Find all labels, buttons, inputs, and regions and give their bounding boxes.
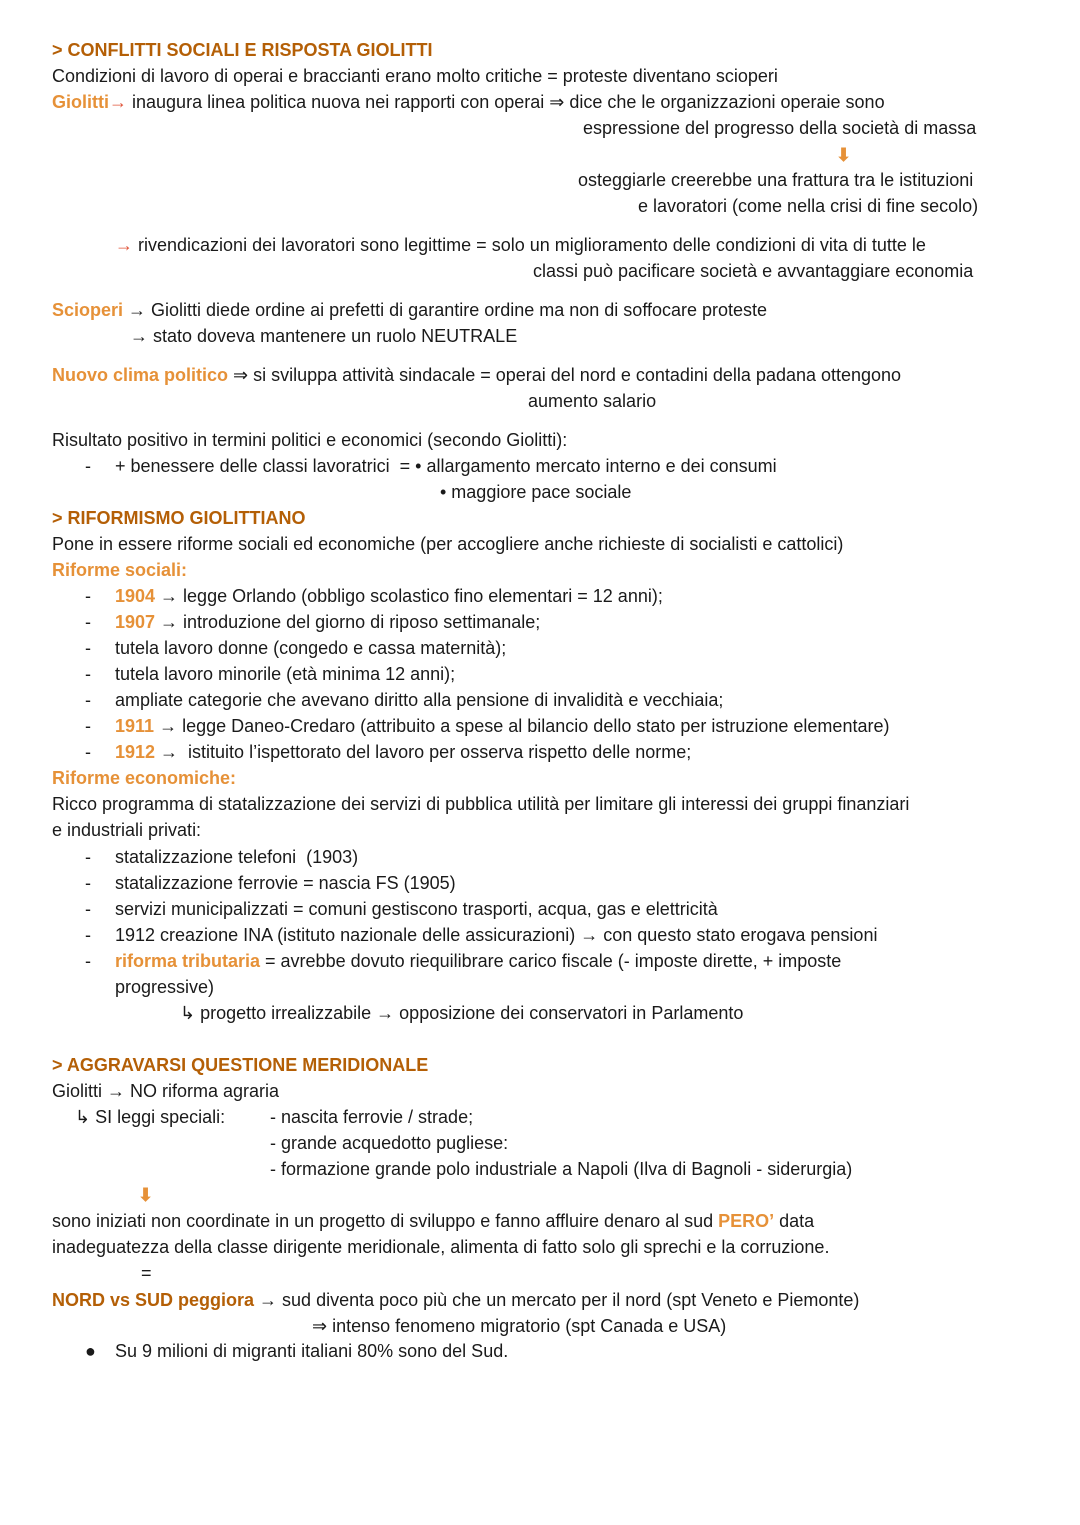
text-segment: → Giolitti diede ordine ai prefetti di garantire ordine ma non di soffocare proteste [123,300,768,320]
text-segment: aumento salario [528,391,657,411]
highlighted-term: riforma tributaria [115,951,261,971]
section-heading [52,507,306,529]
text-segment: ↳ SI leggi speciali: [75,1107,226,1127]
text-line [52,1080,279,1102]
text-line [115,637,506,659]
highlighted-term: Giolitti [52,92,109,112]
text-line [85,455,91,477]
list-dash: - [85,925,91,945]
list-dash: - [85,612,91,632]
text-segment: → introduzione del giorno di riposo settimanale; [155,612,541,632]
down-arrow-icon: ⬇ [836,145,852,165]
text-segment: Pone in essere riforme sociali ed economiche (per accogliere anche richieste di socialisti e cattolici) [52,534,844,554]
text-line [85,663,91,685]
list-dash: - [85,456,91,476]
text-line [115,455,777,477]
text-line [115,872,456,894]
arrow-icon: → [109,92,133,112]
text-line [85,898,91,920]
text-line [138,1184,153,1206]
text-segment: → istituito l’ispettorato del lavoro per osserva rispetto delle norme; [155,742,692,762]
text-segment: > CONFLITTI SOCIALI E RISPOSTA GIOLITTI [52,40,433,60]
text-segment: Ricco programma di statalizzazione dei servizi di pubblica utilità per limitare gli interessi dei gruppi finanziari [52,794,910,814]
text-segment: ⇒ si sviluppa attività sindacale = operai del nord e contadini della padana ottengono [228,365,902,385]
list-dash: - [85,690,91,710]
text-segment: ⇒ intenso fenomeno migratorio (spt Canada e USA) [312,1316,727,1336]
text-line [52,793,909,815]
text-line [180,1002,743,1024]
text-segment: progressive) [115,977,215,997]
text-line [85,950,91,972]
text-line [52,1289,859,1311]
text-line [85,585,91,607]
text-line [85,1340,96,1362]
text-line [52,299,767,321]
list-dash: - [85,899,91,919]
text-segment: sono iniziati non coordinate in un progetto di sviluppo e fanno affluire denaro al sud [52,1211,719,1231]
bullet-icon: ● [85,1341,96,1361]
text-segment: > AGGRAVARSI QUESTIONE MERIDIONALE [52,1055,429,1075]
highlighted-term: 1912 [115,742,156,762]
text-line [836,144,851,166]
text-line [583,117,976,139]
text-line [85,637,91,659]
text-line [533,260,973,282]
text-segment: → legge Daneo-Credaro (attribuito a spese al bilancio dello stato per istruzione elementare) [154,716,890,736]
text-line [115,234,926,256]
text-line [115,741,691,763]
text-segment: data [774,1211,815,1231]
text-segment: tutela lavoro minorile (età minima 12 anni); [115,664,456,684]
down-arrow-icon: ⬇ [138,1185,154,1205]
list-dash: - [85,847,91,867]
text-line [115,976,214,998]
highlighted-term: Riforme economiche: [52,768,237,788]
highlighted-term: 1907 [115,612,156,632]
text-line [85,611,91,633]
text-line [115,924,877,946]
text-line [52,767,236,789]
text-segment: 1912 creazione INA (istituto nazionale delle assicurazioni) → con questo stato erogava pensioni [115,925,878,945]
highlighted-term: PERO’ [718,1211,775,1231]
text-line [312,1315,726,1337]
list-dash: - [85,638,91,658]
text-line [85,689,91,711]
text-segment: → stato doveva mantenere un ruolo NEUTRALE [130,326,518,346]
list-dash: - [85,664,91,684]
text-line [270,1158,852,1180]
text-line [638,195,978,217]
text-line [270,1132,508,1154]
text-line [528,390,656,412]
text-segment: inadeguatezza della classe dirigente meridionale, alimenta di fatto solo gli sprechi e la corruzione. [52,1237,830,1257]
text-line [270,1106,473,1128]
text-segment: • maggiore pace sociale [440,482,632,502]
text-segment: - nascita ferrovie / strade; [270,1107,474,1127]
text-line [85,924,91,946]
text-line [115,846,358,868]
text-segment: classi può pacificare società e avvantaggiare economia [533,261,974,281]
text-line [52,429,567,451]
text-line [115,898,718,920]
text-line [52,559,187,581]
text-segment: NORD vs SUD peggiora [52,1290,255,1310]
text-segment: rivendicazioni dei lavoratori sono legittime = solo un miglioramento delle condizioni di vita di tutte le [138,235,926,255]
text-line [52,533,843,555]
list-dash: - [85,873,91,893]
list-dash: - [85,951,91,971]
section-heading [52,1054,428,1076]
text-segment: tutela lavoro donne (congedo e cassa maternità); [115,638,507,658]
text-line [52,1236,829,1258]
text-segment: statalizzazione telefoni (1903) [115,847,359,867]
text-line [130,325,517,347]
text-line [115,689,723,711]
text-line [52,1210,814,1232]
text-segment: > RIFORMISMO GIOLITTIANO [52,508,306,528]
text-segment: → sud diventa poco più che un mercato per il nord (spt Veneto e Piemonte) [254,1290,860,1310]
text-line [85,715,91,737]
text-segment: → legge Orlando (obbligo scolastico fino elementari = 12 anni); [155,586,663,606]
text-segment: e lavoratori (come nella crisi di fine secolo) [638,196,979,216]
section-heading [52,39,433,61]
text-segment: inaugura linea politica nuova nei rapporti con operai ⇒ dice che le organizzazioni operaie sono [132,92,885,112]
text-line [115,663,455,685]
text-segment: Condizioni di lavoro di operai e braccianti erano molto critiche = proteste diventano scioperi [52,66,778,86]
text-segment: ↳ progetto irrealizzabile → opposizione dei conservatori in Parlamento [180,1003,744,1023]
text-line [115,715,889,737]
text-segment: Giolitti → NO riforma agraria [52,1081,280,1101]
text-segment: - grande acquedotto pugliese: [270,1133,509,1153]
text-line [85,846,91,868]
arrow-icon: → [115,235,139,255]
text-line [52,819,201,841]
text-line [52,91,885,113]
text-line [115,611,540,633]
text-line [85,741,91,763]
text-line [115,585,663,607]
text-segment: = avrebbe dovuto riequilibrare carico fiscale (- imposte dirette, + imposte [260,951,842,971]
text-line [141,1262,152,1284]
text-segment: Su 9 milioni di migranti italiani 80% sono del Sud. [115,1341,509,1361]
text-segment: Risultato positivo in termini politici e economici (secondo Giolitti): [52,430,568,450]
text-segment: osteggiarle creerebbe una frattura tra le istituzioni [578,170,974,190]
text-line [52,65,778,87]
text-line [578,169,973,191]
highlighted-term: Scioperi [52,300,124,320]
highlighted-term: Riforme sociali: [52,560,188,580]
text-line [85,872,91,894]
text-segment: = [141,1263,152,1283]
list-dash: - [85,586,91,606]
text-segment: statalizzazione ferrovie = nascia FS (1905) [115,873,456,893]
text-line [440,481,631,503]
text-segment: servizi municipalizzati = comuni gestiscono trasporti, acqua, gas e elettricità [115,899,718,919]
text-segment: ampliate categorie che avevano diritto alla pensione di invalidità e vecchiaia; [115,690,724,710]
text-segment: espressione del progresso della società di massa [583,118,977,138]
text-line [115,1340,508,1362]
text-line [115,950,841,972]
text-line [52,364,901,386]
list-dash: - [85,716,91,736]
highlighted-term: Nuovo clima politico [52,365,229,385]
text-segment: e industriali privati: [52,820,202,840]
highlighted-term: 1904 [115,586,156,606]
text-segment: + benessere delle classi lavoratrici = • allargamento mercato interno e dei consumi [115,456,777,476]
list-dash: - [85,742,91,762]
text-segment: - formazione grande polo industriale a Napoli (Ilva di Bagnoli - siderurgia) [270,1159,853,1179]
highlighted-term: 1911 [115,716,155,736]
text-line [75,1106,225,1128]
